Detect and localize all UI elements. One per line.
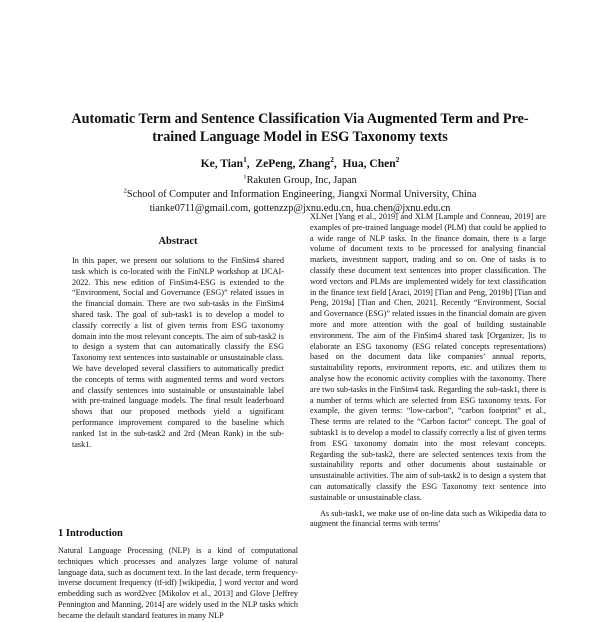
- right-column: [310, 212, 546, 530]
- introduction-heading: 1 Introduction: [58, 528, 123, 539]
- abstract-heading: Abstract: [158, 236, 198, 247]
- body-paragraph: XLNet [Yang et al., 2019] and XLM [Lample and Conneau, 2019] are examples of pre-trained language model (PLM) that could be applied to a wide range of NLP tasks. In the finance domain, there is a large volume of document texts to be processed for analysing financial markets, investment support, trading and so on. One of tasks is to classify these document text sentences into proper classification. The word vectors and PLMs are implemented widely for text classification in the finance text field [Araci, 2019] [Tian and Peng, 2019b] [Tian and Peng, 2019a] [Tian and Chen, 2021]. Recently “Environment, Social and Governance (ESG)” related issues in the financial domain are given more and more attention with the goal of building sustainable environment. The aim of the FinSim4 shared task [Organizer, ]is to elaborate an ESG taxonomy (ESG related concepts representations) based on the document data like companies’ annual reports, sustainability reports, environment reports, etc. and utilizes them to analyse how the economic activity complies with the taxonomy. There are two sub-tasks in the FinSim4 task. Regarding the sub-task1, there is a number of terms which are selected from ESG taxonomy texts. For example, the given terms: “low-carbon”, “carbon footprint” et al., These terms are related to the “Carbon factor” concept. The goal of subtask1 is to develop a model to classify correctly a list of given terms from ESG taxonomy domain into the most relevant concepts. Regarding the sub-task2, there are selected sentences texts from the sustainability reports and other documents about sustainable or unsustainable activities. The aim of sub-task2 is to design a system that can automatically classify the ESG Taxonomy text sentence into sustainable or unsustainable class.: [310, 212, 546, 502]
- author-affiliation-mark: 2: [330, 155, 334, 165]
- affiliation-1: $^1$Rakuten Group, Inc, Japan: [243, 173, 357, 186]
- paper-title: Automatic Term and Sentence Classification Via Augmented Term and Pre-trained Language Model in ESG Taxonomy texts: [71, 111, 529, 145]
- author-name: Ke, Tian: [200, 158, 244, 170]
- author-affiliation-mark: 1: [243, 155, 247, 165]
- author-affiliation-mark: 2: [395, 155, 400, 165]
- author-list: Ke, Tian$^1$, ZePeng, Zhang$^2$, Hua, Chen$^2$: [200, 155, 400, 170]
- author-emails: tianke0711@gmail.com, gottenzzp@jxnu.edu.cn, hua.chen@jxnu.edu.cn: [149, 203, 451, 214]
- author-name: ZePeng, Zhang: [255, 158, 331, 170]
- introduction-body: Natural Language Processing (NLP) is a kind of computational techniques which processes and analyzes large volume of natural language data, such as document text. In the last decade, term frequency-inverse document frequency (tf-idf) [wikipedia, ] word vector and word embedding such as word2vec [Mikolov et al., 2013] and Glove [Jeffrey Pennington and Manning, 2014] are widely used in the NLP tasks which became the default standard features in many NLP: [58, 546, 298, 620]
- author-name: Hua, Chen: [342, 158, 396, 170]
- abstract-body: In this paper, we present our solutions to the FinSim4 shared task which is co-located with the FinNLP workshop at IJCAI-2022. This new edition of FinSim4-ESG is extended to the “Environment, Social and Governance (ESG)” related issues in the financial domain. There are two sub-tasks in the FinSim4 shared task. The goal of sub-task1 is to develop a model to classify correctly a list of given terms from ESG taxonomy domain into the most relevant concepts. The aim of sub-task2 is to design a system that can automatically classify the ESG Taxonomy text sentences into sustainable or unsustainable class. We have developed several classifiers to automatically predict the concepts of terms with augmented terms and word vectors and classify sentences into sustainable or unsustainable label with pre-trained language models. The final result leaderboard shows that our proposed methods yield a significant performance improvement compared to the baseline which ranked 1st in the sub-task2 and 2rd (Mean Rank) in the sub-task1.: [72, 256, 284, 449]
- affiliations: [40, 174, 560, 216]
- body-paragraph: As sub-task1, we make use of on-line data such as Wikipedia data to augment the financial terms with terms’: [310, 508, 546, 529]
- affiliation-2: $^2$School of Computer and Information Engineering, Jiangxi Normal University, China: [123, 187, 477, 200]
